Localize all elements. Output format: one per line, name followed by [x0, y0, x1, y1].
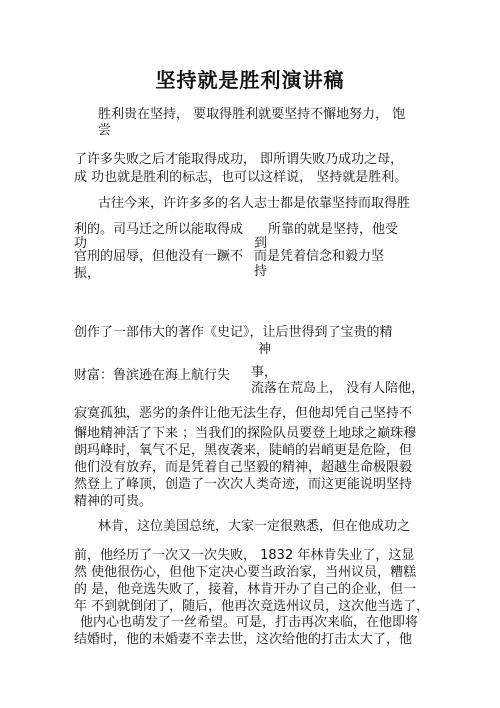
text-line: 朗玛峰时，氧气不足，黑夜袭来，陡峭的岩峭更是危险，但	[74, 443, 413, 458]
text-line: 他内心也萌发了一丝希望。可是，打击再次来临，在他即将	[80, 615, 419, 630]
text-line: 利的。司马迁之所以能取得成	[74, 222, 244, 237]
text-line: 官刑的屈辱，但他没有一蹶不	[74, 249, 244, 264]
text-line: 前，他经历了一次又一次失败， 1832 年林肯失业了，这显	[74, 548, 415, 563]
text-line: 林肯，这位美国总统，大家一定很熟悉，但在他成功之	[98, 519, 411, 534]
text-line: 精神的可贵。	[74, 494, 153, 509]
text-line: 振，	[74, 266, 101, 281]
text-line: 了许多失败之后才能取得成功， 即所谓失败乃成功之母，	[74, 152, 404, 167]
text-line: 的 是，他竞选失败了，接着，林肯开办了自己的企业，但一	[74, 582, 417, 597]
text-line: 所靠的就是坚持，他受	[268, 222, 399, 237]
text-line: 神	[258, 342, 272, 357]
text-line: 尝	[98, 123, 112, 138]
document-title: 坚持就是胜利演讲稿	[155, 68, 345, 92]
text-line: 事，	[251, 365, 278, 380]
text-line: 成 功也就是胜利的标志，也可以这样说， 坚持就是胜利。	[74, 170, 408, 185]
text-line: 持	[254, 264, 268, 279]
text-line: 胜利贵在坚持， 要取得胜利就要坚持不懈地努力， 饱	[98, 107, 406, 122]
text-line: 古往今来，许许多多的名人志士都是依靠坚持而取得胜	[98, 196, 411, 211]
text-line: 到	[254, 236, 268, 251]
text-line: 财富：鲁滨逊在海上航行失	[74, 368, 231, 383]
text-line: 然 使他很伤心，但他下定决心要当政治家，当州议员，糟糕	[74, 565, 417, 580]
text-line: 然登上了峰顶，创造了一次次人类奇迹，而这更能说明坚持	[74, 477, 413, 492]
text-line: 而是凭着信念和毅力坚	[254, 249, 385, 264]
text-line: 年 不到就倒闭了，随后，他再次竞选州议员，这次他当选了，	[74, 599, 430, 614]
text-line: 结婚时，他的未婚妻不幸去世，这次给他的打击太大了，他	[74, 632, 413, 647]
text-line: 寂寞孤独，恶劣的条件让他无法生存，但他却凭自己坚持不	[74, 406, 413, 421]
text-line: 创作了一部伟大的著作《史记》，让后世得到了宝贵的精	[74, 325, 393, 340]
text-line: 功	[74, 236, 88, 251]
text-line: 懈地精神活了下来 ；当我们的探险队员要登上地球之巅珠穆	[74, 426, 417, 441]
text-line: 流落在荒岛上， 没有人陪他，	[251, 381, 425, 396]
text-line: 他们没有放弃，而是凭着自己坚毅的精神，超越生命极限毅	[74, 460, 413, 475]
